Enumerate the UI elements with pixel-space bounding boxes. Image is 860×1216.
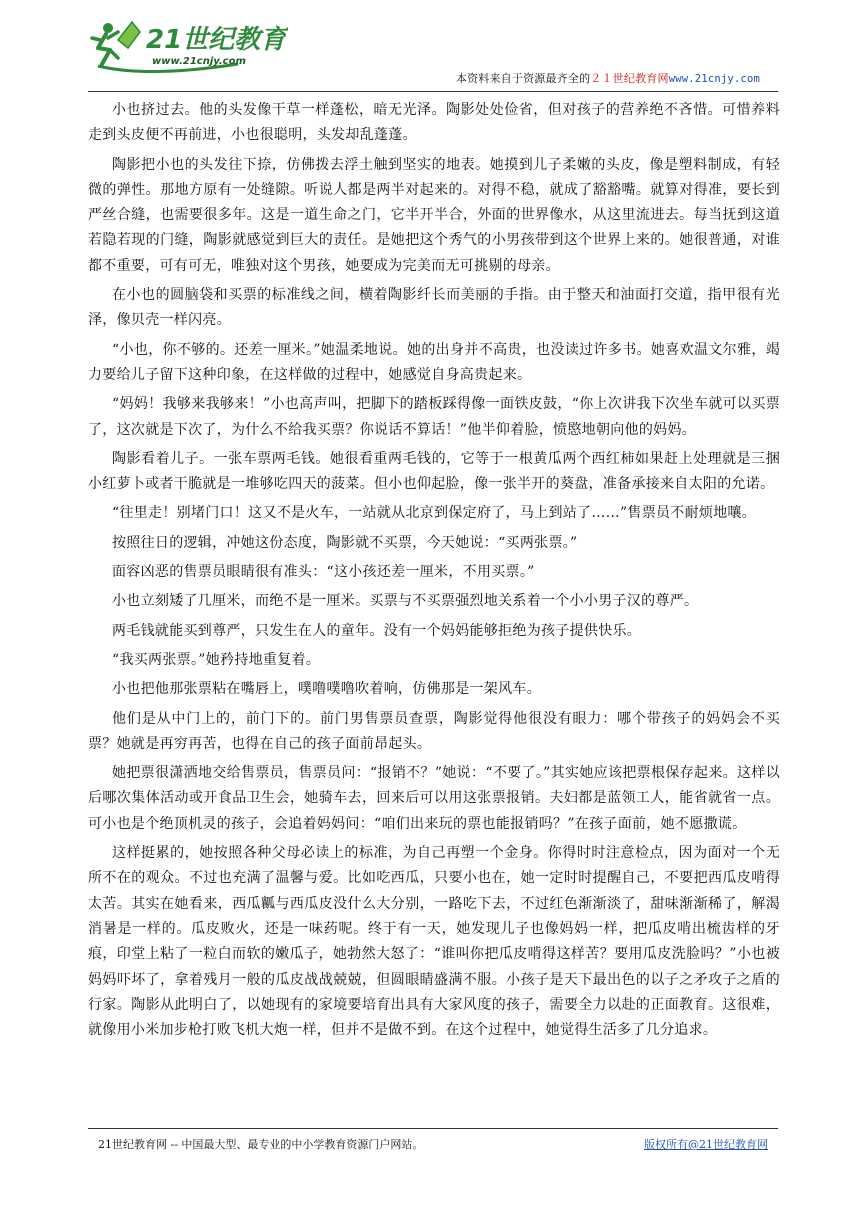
paragraph: “小也，你不够的。还差一厘米。”她温柔地说。她的出身并不高贵，也没读过许多书。她喜欢温文尔雅，竭力要给儿子留下这种印象，在这样做的过程中，她感觉自身高贵起来。 [88,341,780,383]
copyright-link[interactable]: 版权所有@21世纪教育网 [644,1138,768,1151]
paragraph: 小也把他那张票粘在嘴唇上，噗噜噗噜吹着响，仿佛那是一架风车。 [112,681,541,698]
source-note [456,70,760,86]
source-note-brand[interactable]: ２１世纪教育网 [590,72,669,85]
article-body [88,98,780,1047]
paragraph: 在小也的圆脑袋和买票的标准线之间，横着陶影纤长而美丽的手指。由于整天和油面打交道，指甲很有光泽，像贝壳一样闪亮。 [88,287,780,329]
site-logo[interactable] [88,14,288,80]
page-header [88,14,778,92]
paragraph: 面容凶恶的售票员眼睛很有准头：“这小孩还差一厘米，不用买票。” [112,564,535,581]
paragraph: 陶影把小也的头发往下捺，仿佛拨去浮土触到坚实的地表。她摸到儿子柔嫩的头皮，像是塑料制成，有轻微的弹性。那地方原有一处缝隙。听说人都是两半对起来的。对得不稳，就成了豁豁嘴。就算对得准，要长到严丝合缝，也需要很多年。这是一道生命之门，它半开半合，外面的世界像水，从这里流进去。每当抚到这道若隐若现的门缝，陶影就感觉到巨大的责任。是她把这个秀气的小男孩带到这个世界上来的。她很普通，对谁都不重要，可有可无，唯独对这个男孩，她要成为完美而无可挑剔的母亲。 [88,156,780,274]
paragraph: 小也挤过去。他的头发像干草一样蓬松，暗无光泽。陶影处处俭省，但对孩子的营养绝不吝惜。可惜养料走到头皮便不再前进，小也很聪明，头发却乱蓬蓬。 [88,102,780,144]
paragraph: “往里走！别堵门口！这又不是火车，一站就从北京到保定府了，马上到站了……”售票员不耐烦地嚷。 [112,505,757,522]
paragraph: 她把票很潇洒地交给售票员，售票员问：“报销不？”她说：“不要了。”其实她应该把票根保存起来。这样以后哪次集体活动或开食品卫生会，她骑车去，回来后可以用这张票报销。夫妇都是蓝领工人，能省就省一点。可小也是个绝顶机灵的孩子，会追着妈妈问：“咱们出来玩的票也能报销吗？”在孩子面前，她不愿撒谎。 [88,765,780,832]
paragraph: 这样挺累的，她按照各种父母必读上的标准，为自己再塑一个金身。你得时时注意检点，因为面对一个无所不在的观众。不过也充满了温馨与爱。比如吃西瓜，只要小也在，她一定时时提醒自己，不要把西瓜皮啃得太苦。其实在她看来，西瓜瓤与西瓜皮没什么大分别，一路吃下去，不过红色渐渐淡了，甜味渐渐稀了，解渴消暑是一样的。瓜皮败火，还是一味药呢。终于有一天，她发现儿子也像妈妈一样，把瓜皮啃出梳齿样的牙痕，印堂上粘了一粒白而软的嫩瓜子，她勃然大怒了：“谁叫你把瓜皮啃得这样苦？要用瓜皮洗脸吗？”小也被妈妈吓坏了，拿着残月一般的瓜皮战战兢兢，但圆眼睛盛满不服。小孩子是天下最出色的以子之矛攻子之盾的行家。陶影从此明白了，以她现有的家境要培育出具有大家风度的孩子，需要全力以赴的正面教育。这很难，就像用小米加步枪打败飞机大炮一样，但并不是做不到。在这个过程中，她觉得生活多了几分追求。 [88,845,780,1039]
footer-site-description: 21世纪教育网 -- 中国最大型、最专业的中小学教育资源门户网站。 [98,1138,424,1151]
page-footer [88,1128,778,1152]
paragraph: 小也立刻矮了几厘米，而绝不是一厘米。买票与不买票强烈地关系着一个小小男子汉的尊严。 [112,593,699,610]
logo-url-text: www.21cnjy.com [152,56,246,67]
logo-graphic [88,14,288,80]
paragraph: 按照往日的逻辑，冲她这份态度，陶影就不买票，今天她说：“买两张票。” [112,534,578,551]
paragraph: 陶影看着儿子。一张车票两毛钱。她很看重两毛钱的，它等于一根黄瓜两个西红柿如果赶上处理就是三捆小红萝卜或者干脆就是一堆够吃四天的菠菜。但小也仰起脸，像一张半开的葵盘，准备承接来自太阳的允诺。 [88,450,780,493]
source-note-prefix: 本资料来自于资源最齐全的 [455,72,591,85]
paragraph: “我买两张票。”她矜持地重复着。 [112,651,321,668]
paragraph: 他们是从中门上的，前门下的。前门男售票员查票，陶影觉得他很没有眼力：哪个带孩子的妈妈会不买票？她就是再穷再苦，也得在自己的孩子面前昂起头。 [88,710,780,752]
paragraph: 两毛钱就能买到尊严，只发生在人的童年。没有一个妈妈能够拒绝为孩子提供快乐。 [112,622,642,639]
paragraph: “妈妈！我够来我够来！”小也高声叫，把脚下的踏板踩得像一面铁皮鼓，“你上次讲我下次坐车就可以买票了，这次就是下次了，为什么不给我买票？你说话不算话！”他半仰着脸，愤愍地朝向他的妈妈。 [88,396,780,438]
logo-text: 21世纪教育 [146,25,287,55]
source-note-url[interactable]: www.21cnjy.com [668,73,760,85]
header-divider [88,91,778,92]
